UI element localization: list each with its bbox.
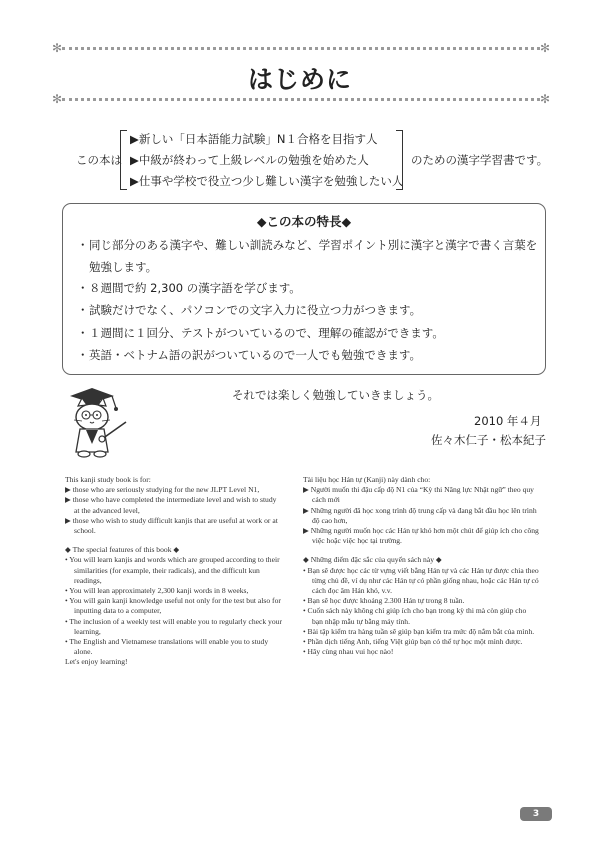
intro-tail: のための漢字学習書です。 bbox=[411, 153, 549, 167]
vietnamese-intro: Tài liệu học Hán tự (Kanji) này dành cho: bbox=[303, 475, 431, 484]
feature-item bbox=[77, 325, 444, 341]
english-feature-item: • The inclusion of a weekly test will enable you to regularly check your learning, bbox=[65, 616, 282, 636]
ornament-star-icon: ✻ bbox=[540, 92, 551, 106]
vietnamese-feature-item: • Cuốn sách này không chỉ giúp ích cho bạn trong kỳ thi mà còn giúp cho bạn nhập mẫu tự bằng máy tính. bbox=[303, 606, 527, 626]
vietnamese-feature-item: • Bạn sẽ được học các từ vựng viết bằng Hán tự và các Hán tự được chia theo từng chủ đề, ví dụ như các Hán tự có phần giống nhau, hoặc các Hán tự có cách đọc âm Hán khó, v.v. bbox=[303, 565, 539, 596]
feature-item bbox=[77, 302, 421, 318]
intro-bracket-left bbox=[120, 130, 127, 190]
english-target-item: ▶ those who are seriously studying for the new JLPT Level N1, bbox=[65, 485, 260, 495]
feature-item bbox=[77, 280, 301, 296]
feature-item bbox=[77, 347, 421, 363]
bullet-icon: ・ bbox=[77, 303, 89, 317]
feature-text: ８週間で約 2,300 の漢字語を学びます。 bbox=[89, 281, 301, 295]
english-closing: Let's enjoy learning! bbox=[65, 657, 128, 667]
ornament-star-icon: ✻ bbox=[52, 92, 63, 106]
vietnamese-features-heading: ◆ Những điểm đặc sắc của quyển sách này ◆ bbox=[303, 555, 442, 565]
intro-bracket-right bbox=[396, 130, 403, 190]
vietnamese-target-item: ▶ Người muốn thi đậu cấp độ N1 của “Kỳ thi Năng lực Nhật ngữ” theo quy cách mới bbox=[303, 485, 534, 505]
closing-message: それでは楽しく勉強していきましょう。 bbox=[232, 388, 439, 402]
feature-text: 同じ部分のある漢字や、難しい訓読みなど、学習ポイント別に漢字と漢字で書く言葉を bbox=[89, 238, 538, 252]
feature-text-cont: 勉強します。 bbox=[89, 260, 158, 274]
bullet-icon: ・ bbox=[77, 238, 89, 252]
english-column bbox=[65, 475, 283, 668]
cat-professor-mascot-icon bbox=[62, 384, 132, 459]
bullet-icon: ・ bbox=[77, 348, 89, 362]
intro-target-item: ▶仕事や学校で役立つ少し難しい漢字を勉強したい人 bbox=[130, 174, 404, 188]
vietnamese-feature-item: • Hãy cùng nhau vui học nào! bbox=[303, 647, 394, 657]
english-intro: This kanji study book is for: bbox=[65, 475, 151, 484]
feature-item bbox=[77, 237, 537, 275]
page-title: はじめに bbox=[247, 65, 352, 94]
english-feature-item: • The English and Vietnamese translations will enable you to study alone. bbox=[65, 637, 269, 657]
ornament-star-icon: ✻ bbox=[52, 41, 63, 55]
english-feature-item: • You will lean approximately 2,300 kanji words in 8 weeks, bbox=[65, 586, 249, 596]
ornament-star-icon: ✻ bbox=[540, 41, 551, 55]
header-rule-top bbox=[62, 47, 540, 50]
publication-date: 2010 年４月 bbox=[474, 414, 542, 428]
english-feature-item: • You will gain kanji knowledge useful not only for the test but also for inputting data to a computer, bbox=[65, 596, 281, 616]
vietnamese-column bbox=[303, 475, 539, 657]
vietnamese-feature-item: • Phần dịch tiếng Anh, tiếng Việt giúp bạn có thể tự học một mình được. bbox=[303, 637, 523, 647]
features-title: ◆この本の特長◆ bbox=[256, 214, 352, 229]
intro-target-item: ▶中級が終わって上級レベルの勉強を始めた人 bbox=[130, 153, 369, 167]
features-box bbox=[62, 203, 546, 375]
feature-text: 試験だけでなく、パソコンでの文字入力に役立つ力がつきます。 bbox=[89, 303, 422, 317]
authors: 佐々木仁子・松本紀子 bbox=[431, 433, 546, 447]
bullet-icon: ・ bbox=[77, 281, 89, 295]
english-target-item: ▶ those who have completed the intermediate level and wish to study at the advanced level, bbox=[65, 495, 277, 515]
vietnamese-feature-item: • Bạn sẽ học được khoảng 2.300 Hán tự trong 8 tuần. bbox=[303, 596, 465, 606]
page-number: 3 bbox=[520, 807, 552, 821]
intro-target-item: ▶新しい「日本語能力試験」N１合格を目指す人 bbox=[130, 132, 378, 146]
bullet-icon: ・ bbox=[77, 326, 89, 340]
vietnamese-target-item: ▶ Những người đã học xong trình độ trung cấp và đang bắt đầu học lên trình độ cao hơn, bbox=[303, 505, 537, 525]
header-rule-bottom bbox=[62, 98, 540, 101]
feature-text: 英語・ベトナム語の訳がついているので一人でも勉強できます。 bbox=[89, 348, 422, 362]
english-features-heading: ◆ The special features of this book ◆ bbox=[65, 545, 180, 555]
vietnamese-feature-item: • Bài tập kiểm tra hàng tuần sẽ giúp bạn kiểm tra mức độ nắm bắt của mình. bbox=[303, 626, 535, 636]
feature-text: １週間に１回分、テストがついているので、理解の確認ができます。 bbox=[89, 326, 444, 340]
intro-lead: この本は bbox=[76, 153, 122, 167]
vietnamese-target-item: ▶ Những người muốn học các Hán tự khó hơn một chút để giúp ích cho công việc hoặc việc học tại trường. bbox=[303, 526, 539, 546]
english-target-item: ▶ those who wish to study difficult kanjis that are useful at work or at school. bbox=[65, 515, 278, 536]
english-feature-item: • You will learn kanjis and words which are grouped according to their similarities (for example, their radicals), and the difficult kun readings, bbox=[65, 555, 280, 585]
